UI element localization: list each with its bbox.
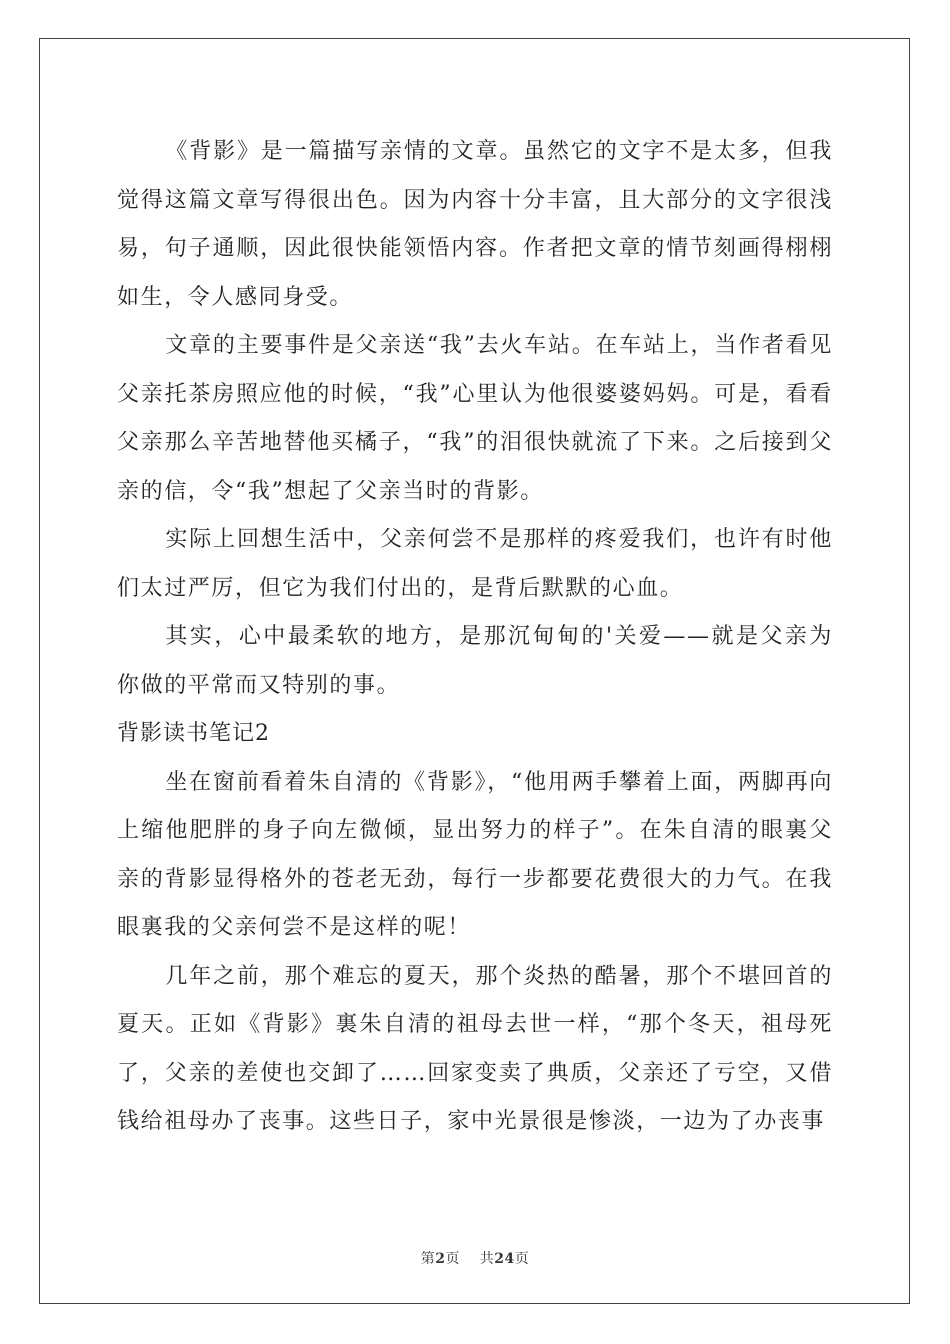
page-number: 2 xyxy=(435,1251,446,1267)
total-pages: 24 xyxy=(494,1251,515,1267)
section-heading: 背影读书笔记2 xyxy=(117,721,270,746)
paragraph-1: 《背影》是一篇描写亲情的文章。虽然它的文字不是太多，但我觉得这篇文章写得很出色。因为内容十分丰富，且大部分的文字很浅易，句子通顺，因此很快能领悟内容。作者把文章的情节刻画得栩栩如生，令人感同身受。 xyxy=(117,139,833,310)
total-prefix: 共 xyxy=(479,1251,495,1267)
total-suffix: 页 xyxy=(514,1251,530,1267)
page-suffix: 页 xyxy=(445,1251,460,1267)
paragraph-3: 实际上回想生活中，父亲何尝不是那样的疼爱我们，也许有时他们太过严厉，但它为我们付出的，是背后默默的心血。 xyxy=(117,527,833,601)
paragraph-4: 其实，心中最柔软的地方，是那沉甸甸的'关爱——就是父亲为你做的平常而又特别的事。 xyxy=(117,624,833,698)
page-footer xyxy=(0,1248,950,1268)
paragraph-5: 坐在窗前看着朱自清的《背影》，“他用两手攀着上面，两脚再向上缩他肥胖的身子向左微倾，显出努力的样子”。在朱自清的眼裏父亲的背影显得格外的苍老无劲，每行一步都要花费很大的力气。在我眼裏我的父亲何尝不是这样的呢！ xyxy=(117,769,833,940)
paragraph-2: 文章的主要事件是父亲送“我”去火车站。在车站上，当作者看见父亲托茶房照应他的时候，“我”心里认为他很婆婆妈妈。可是，看看父亲那么辛苦地替他买橘子，“我”的泪很快就流了下来。之后接到父亲的信，令“我”想起了父亲当时的背影。 xyxy=(117,333,833,504)
page-prefix: 第 xyxy=(420,1251,436,1267)
paragraph-6: 几年之前，那个难忘的夏天，那个炎热的酷暑，那个不堪回首的夏天。正如《背影》裏朱自清的祖母去世一样，“那个冬天，祖母死了，父亲的差使也交卸了……回家变卖了典质，父亲还了亏空，又借钱给祖母办了丧事。这些日子，家中光景很是惨淡，一边为了办丧事 xyxy=(117,963,833,1134)
document-body xyxy=(117,128,833,1147)
